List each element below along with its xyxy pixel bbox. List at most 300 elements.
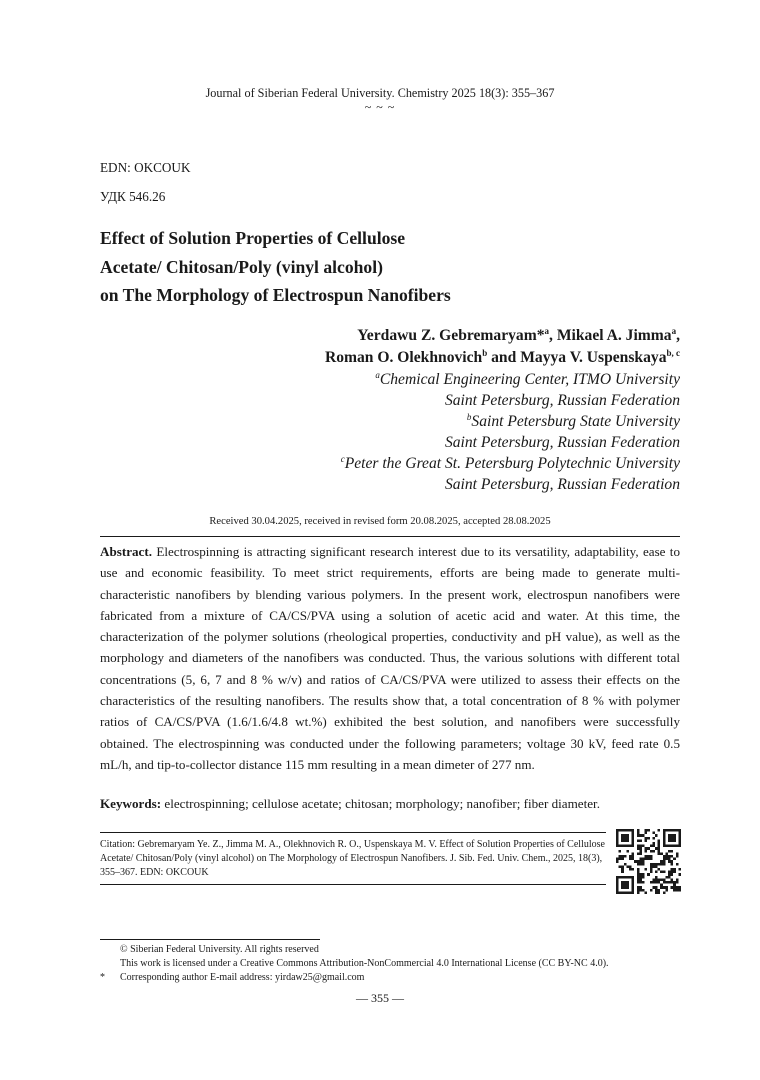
qr-module bbox=[665, 845, 668, 848]
qr-module bbox=[642, 889, 645, 892]
qr-module bbox=[673, 871, 676, 874]
qr-module bbox=[645, 829, 648, 832]
qr-module bbox=[624, 884, 627, 887]
qr-module bbox=[621, 884, 624, 887]
qr-module bbox=[650, 850, 653, 853]
qr-module bbox=[647, 858, 650, 861]
affil-mark: a bbox=[375, 369, 380, 380]
qr-module bbox=[626, 839, 629, 842]
qr-module bbox=[637, 878, 640, 881]
title-line: on The Morphology of Electrospun Nanofibers bbox=[100, 285, 451, 305]
qr-module bbox=[629, 891, 632, 894]
qr-module bbox=[619, 876, 622, 879]
qr-module bbox=[624, 845, 627, 848]
qr-module bbox=[655, 878, 658, 881]
qr-module bbox=[621, 865, 624, 868]
qr-module bbox=[671, 873, 674, 876]
qr-module bbox=[624, 855, 627, 858]
qr-module bbox=[658, 847, 661, 850]
qr-module bbox=[671, 886, 674, 889]
qr-module bbox=[652, 865, 655, 868]
qr-module bbox=[621, 876, 624, 879]
qr-module bbox=[673, 839, 676, 842]
qr-module bbox=[663, 881, 666, 884]
abstract-label: Abstract. bbox=[100, 544, 152, 559]
qr-module bbox=[637, 832, 640, 835]
qr-module bbox=[616, 842, 619, 845]
footnote-asterisk: * bbox=[100, 972, 105, 983]
qr-module bbox=[639, 839, 642, 842]
qr-module bbox=[650, 881, 653, 884]
qr-module bbox=[637, 881, 640, 884]
qr-module bbox=[652, 842, 655, 845]
qr-module bbox=[626, 845, 629, 848]
qr-module bbox=[665, 852, 668, 855]
qr-module bbox=[639, 886, 642, 889]
qr-module bbox=[645, 847, 648, 850]
qr-module bbox=[671, 834, 674, 837]
qr-module bbox=[678, 886, 681, 889]
qr-module bbox=[678, 889, 681, 892]
qr-module bbox=[655, 865, 658, 868]
qr-module bbox=[632, 845, 635, 848]
affil-location: Saint Petersburg, Russian Federation bbox=[444, 392, 680, 409]
qr-module bbox=[673, 889, 676, 892]
qr-module bbox=[645, 858, 648, 861]
qr-module bbox=[652, 845, 655, 848]
qr-module bbox=[650, 871, 653, 874]
qr-module bbox=[639, 847, 642, 850]
qr-module bbox=[678, 868, 681, 871]
qr-module bbox=[658, 878, 661, 881]
qr-module bbox=[616, 876, 619, 879]
qr-module bbox=[663, 886, 666, 889]
qr-module bbox=[616, 834, 619, 837]
qr-module bbox=[621, 837, 624, 840]
qr-module bbox=[619, 845, 622, 848]
author-separator: and bbox=[487, 349, 521, 366]
footnote-rule bbox=[100, 939, 320, 940]
qr-module bbox=[663, 860, 666, 863]
qr-module bbox=[676, 878, 679, 881]
qr-module bbox=[673, 886, 676, 889]
qr-module bbox=[632, 842, 635, 845]
qr-module bbox=[668, 876, 671, 879]
author-affil-mark: a bbox=[671, 325, 677, 336]
author-affil-mark: b, c bbox=[666, 347, 680, 358]
qr-module bbox=[647, 855, 650, 858]
qr-module bbox=[663, 829, 666, 832]
qr-module bbox=[619, 829, 622, 832]
qr-module bbox=[655, 891, 658, 894]
qr-module bbox=[645, 868, 648, 871]
qr-module bbox=[663, 855, 666, 858]
qr-module bbox=[660, 886, 663, 889]
qr-module bbox=[678, 839, 681, 842]
qr-module bbox=[637, 839, 640, 842]
author-name: Mayya V. Uspenskaya bbox=[520, 349, 667, 366]
qr-module bbox=[671, 845, 674, 848]
qr-module bbox=[642, 876, 645, 879]
qr-module bbox=[658, 881, 661, 884]
qr-module bbox=[671, 881, 674, 884]
title-line: Acetate/ Chitosan/Poly (vinyl alcohol) bbox=[100, 256, 383, 277]
author-separator: , bbox=[549, 327, 557, 344]
qr-module bbox=[639, 863, 642, 866]
qr-module bbox=[632, 837, 635, 840]
qr-module bbox=[639, 881, 642, 884]
qr-module bbox=[626, 891, 629, 894]
qr-module bbox=[645, 837, 648, 840]
qr-module bbox=[660, 884, 663, 887]
qr-module bbox=[652, 832, 655, 835]
qr-module bbox=[660, 863, 663, 866]
qr-module bbox=[665, 886, 668, 889]
qr-module bbox=[624, 876, 627, 879]
author-affil-mark: a bbox=[544, 325, 550, 336]
qr-module bbox=[663, 863, 666, 866]
abstract bbox=[100, 541, 680, 775]
qr-module bbox=[647, 837, 650, 840]
qr-module bbox=[671, 871, 674, 874]
qr-module bbox=[616, 891, 619, 894]
qr-module bbox=[663, 832, 666, 835]
qr-module bbox=[663, 845, 666, 848]
author-name: Mikael A. Jimma bbox=[556, 327, 672, 344]
qr-module bbox=[639, 873, 642, 876]
qr-module bbox=[676, 845, 679, 848]
qr-module bbox=[650, 858, 653, 861]
qr-module bbox=[676, 829, 679, 832]
qr-module bbox=[668, 837, 671, 840]
qr-module bbox=[655, 881, 658, 884]
qr-module bbox=[616, 881, 619, 884]
affil-mark: b bbox=[466, 411, 472, 422]
qr-module bbox=[616, 889, 619, 892]
qr-module bbox=[632, 834, 635, 837]
qr-module bbox=[676, 852, 679, 855]
qr-module bbox=[665, 876, 668, 879]
author-list bbox=[325, 325, 680, 369]
qr-module bbox=[639, 858, 642, 861]
qr-module bbox=[616, 886, 619, 889]
qr-module bbox=[619, 858, 622, 861]
qr-module bbox=[629, 876, 632, 879]
qr-module bbox=[616, 837, 619, 840]
qr-module bbox=[626, 829, 629, 832]
qr-module bbox=[637, 876, 640, 879]
qr-module bbox=[639, 834, 642, 837]
qr-module bbox=[668, 873, 671, 876]
qr-module bbox=[637, 886, 640, 889]
qr-module bbox=[624, 881, 627, 884]
qr-module bbox=[663, 891, 666, 894]
qr-module bbox=[616, 858, 619, 861]
qr-module bbox=[629, 855, 632, 858]
qr-module bbox=[632, 881, 635, 884]
qr-module bbox=[647, 847, 650, 850]
qr-module bbox=[632, 858, 635, 861]
qr-module bbox=[663, 871, 666, 874]
qr-module bbox=[621, 834, 624, 837]
qr-code-icon bbox=[616, 829, 681, 894]
qr-module bbox=[658, 845, 661, 848]
qr-module bbox=[645, 855, 648, 858]
qr-module bbox=[637, 834, 640, 837]
qr-module bbox=[678, 837, 681, 840]
qr-module bbox=[660, 878, 663, 881]
qr-module bbox=[676, 863, 679, 866]
qr-module bbox=[616, 845, 619, 848]
qr-module bbox=[624, 886, 627, 889]
qr-module bbox=[621, 881, 624, 884]
qr-module bbox=[626, 881, 629, 884]
page-number: — 355 — bbox=[356, 991, 404, 1005]
qr-module bbox=[650, 855, 653, 858]
qr-module bbox=[676, 889, 679, 892]
qr-module bbox=[652, 850, 655, 853]
journal-header: Journal of Siberian Federal University. Chemistry 2025 18(3): 355–367 bbox=[205, 86, 555, 100]
qr-module bbox=[678, 845, 681, 848]
citation-top-rule bbox=[100, 832, 606, 833]
qr-module bbox=[632, 829, 635, 832]
qr-module bbox=[621, 839, 624, 842]
qr-module bbox=[658, 852, 661, 855]
qr-module bbox=[668, 829, 671, 832]
qr-module bbox=[624, 834, 627, 837]
qr-module bbox=[645, 850, 648, 853]
affil-mark: c bbox=[340, 453, 345, 464]
qr-module bbox=[671, 868, 674, 871]
qr-module bbox=[668, 839, 671, 842]
qr-module bbox=[676, 886, 679, 889]
qr-module bbox=[652, 881, 655, 884]
footnotes bbox=[100, 943, 700, 985]
qr-module bbox=[637, 863, 640, 866]
qr-module bbox=[650, 845, 653, 848]
qr-module bbox=[642, 860, 645, 863]
affil-institution: Saint Petersburg State University bbox=[471, 413, 680, 430]
qr-module bbox=[637, 860, 640, 863]
qr-module bbox=[671, 863, 674, 866]
qr-module bbox=[632, 839, 635, 842]
qr-module bbox=[678, 832, 681, 835]
affil-location: Saint Petersburg, Russian Federation bbox=[444, 434, 680, 451]
qr-module bbox=[655, 863, 658, 866]
qr-module bbox=[658, 850, 661, 853]
qr-module bbox=[632, 891, 635, 894]
article-title bbox=[100, 224, 660, 310]
qr-module bbox=[673, 837, 676, 840]
qr-module bbox=[619, 891, 622, 894]
qr-module bbox=[632, 886, 635, 889]
qr-module bbox=[655, 886, 658, 889]
qr-module bbox=[642, 873, 645, 876]
qr-module bbox=[650, 863, 653, 866]
qr-module bbox=[655, 876, 658, 879]
qr-module bbox=[621, 891, 624, 894]
qr-module bbox=[676, 855, 679, 858]
qr-module bbox=[663, 839, 666, 842]
qr-module bbox=[624, 837, 627, 840]
qr-module bbox=[632, 868, 635, 871]
qr-module bbox=[632, 876, 635, 879]
keywords-label: Keywords: bbox=[100, 796, 162, 811]
qr-module bbox=[639, 876, 642, 879]
keywords-text: electrospinning; cellulose acetate; chitosan; morphology; nanofiber; fiber diameter. bbox=[161, 796, 600, 811]
qr-module bbox=[665, 881, 668, 884]
qr-module bbox=[647, 829, 650, 832]
qr-module bbox=[621, 858, 624, 861]
qr-module bbox=[673, 858, 676, 861]
qr-module bbox=[668, 834, 671, 837]
qr-module bbox=[668, 858, 671, 861]
qr-module bbox=[650, 865, 653, 868]
qr-module bbox=[673, 881, 676, 884]
qr-module bbox=[637, 852, 640, 855]
qr-module bbox=[621, 871, 624, 874]
qr-module bbox=[624, 863, 627, 866]
qr-module bbox=[650, 868, 653, 871]
qr-module bbox=[621, 845, 624, 848]
copyright-notice: © Siberian Federal University. All rights reserved bbox=[120, 944, 319, 955]
qr-module bbox=[665, 855, 668, 858]
qr-module bbox=[621, 829, 624, 832]
qr-module bbox=[624, 829, 627, 832]
abstract-text: Electrospinning is attracting significant research interest due to its versatility, adaptability, ease to use and economic feasibility. To meet strict requirements, efforts are being made to generate multi-characteristic nanofibers by blending various polymers. In the present work, electrospun nanofibers were fabricated from a mixture of CA/CS/PVA using a solution of acetic acid and water. At this time, the characterization of the polymer solutions (rheological properties, conductivity and pH value), as well as the morphology and diameters of the nanofibers was conducted. Thus, the various solutions with different total concentrations (5, 6, 7 and 8 % w/v) and ratios of CA/CS/PVA were utilized to assess their effects on the characteristics of the resulting nanofibers. The results show that, a total concentration of 8 % with polymer ratios of CA/CS/PVA (1.6/1.6/4.8 wt.%) exhibited the best solution, and nanofibers were successfully obtained. The electrospinning was conducted under the following parameters; voltage 30 kV, feed rate 0.5 mL/h, and tip-to-collector distance 115 mm resulting in a mean dimeter of 277 nm. bbox=[100, 544, 680, 772]
qr-module bbox=[673, 829, 676, 832]
qr-module bbox=[626, 886, 629, 889]
qr-module bbox=[655, 871, 658, 874]
qr-module bbox=[619, 855, 622, 858]
qr-module bbox=[668, 845, 671, 848]
qr-module bbox=[637, 868, 640, 871]
qr-module bbox=[652, 878, 655, 881]
qr-module bbox=[663, 837, 666, 840]
qr-module bbox=[632, 884, 635, 887]
qr-module bbox=[652, 837, 655, 840]
qr-module bbox=[624, 839, 627, 842]
qr-module bbox=[668, 860, 671, 863]
qr-module bbox=[660, 852, 663, 855]
qr-module bbox=[676, 881, 679, 884]
qr-module bbox=[668, 881, 671, 884]
qr-module bbox=[678, 873, 681, 876]
qr-module bbox=[637, 829, 640, 832]
qr-module bbox=[626, 850, 629, 853]
qr-module bbox=[658, 863, 661, 866]
qr-module bbox=[668, 855, 671, 858]
qr-module bbox=[632, 852, 635, 855]
qr-module bbox=[650, 889, 653, 892]
author-affil-mark: b bbox=[482, 347, 488, 358]
qr-module bbox=[668, 871, 671, 874]
citation-bottom-rule bbox=[100, 884, 606, 885]
qr-module bbox=[642, 881, 645, 884]
qr-module bbox=[616, 860, 619, 863]
qr-module bbox=[616, 832, 619, 835]
qr-module bbox=[671, 837, 674, 840]
qr-module bbox=[663, 842, 666, 845]
qr-module bbox=[668, 850, 671, 853]
qr-module bbox=[645, 839, 648, 842]
qr-module bbox=[655, 847, 658, 850]
qr-module bbox=[629, 829, 632, 832]
qr-module bbox=[639, 850, 642, 853]
qr-module bbox=[626, 834, 629, 837]
qr-module bbox=[671, 850, 674, 853]
qr-module bbox=[645, 891, 648, 894]
qr-module bbox=[658, 829, 661, 832]
author-name: Roman O. Olekhnovich bbox=[324, 349, 483, 366]
qr-module bbox=[678, 842, 681, 845]
qr-module bbox=[639, 845, 642, 848]
qr-module bbox=[629, 845, 632, 848]
citation: Citation: Gebremaryam Ye. Z., Jimma M. A., Olekhnovich R. O., Uspenskaya M. V. Effect of Solution Properties of Cellulose Acetate/ Chitosan/Poly (vinyl alcohol) on The Morphology of Electrospun Nanofibers. J. Sib. Fed. Univ. Chem., 2025, 18(3), 355–367. EDN: OKCOUK bbox=[100, 839, 605, 879]
qr-module bbox=[626, 884, 629, 887]
qr-module bbox=[616, 884, 619, 887]
qr-module bbox=[624, 891, 627, 894]
affiliation-list bbox=[341, 369, 680, 495]
qr-module bbox=[645, 832, 648, 835]
received-dates: Received 30.04.2025, received in revised form 20.08.2025, accepted 28.08.2025 bbox=[209, 516, 551, 527]
qr-module bbox=[665, 829, 668, 832]
qr-module bbox=[619, 850, 622, 853]
qr-module bbox=[652, 863, 655, 866]
qr-module bbox=[673, 868, 676, 871]
qr-module bbox=[671, 855, 674, 858]
qr-module bbox=[632, 855, 635, 858]
license-notice: This work is licensed under a Creative Commons Attribution-NonCommercial 4.0 International License (CC BY-NC 4.0). bbox=[120, 958, 609, 969]
qr-module bbox=[639, 889, 642, 892]
qr-module bbox=[642, 858, 645, 861]
qr-module bbox=[673, 884, 676, 887]
qr-module bbox=[658, 889, 661, 892]
qr-module bbox=[663, 858, 666, 861]
affil-institution: Peter the Great St. Petersburg Polytechnic University bbox=[344, 455, 680, 472]
qr-module bbox=[629, 868, 632, 871]
qr-module bbox=[637, 845, 640, 848]
corresponding-author: Corresponding author E-mail address: yirdaw25@gmail.com bbox=[120, 972, 365, 983]
qr-module bbox=[663, 834, 666, 837]
qr-module bbox=[639, 878, 642, 881]
header-ornament: ~ ~ ~ bbox=[364, 100, 396, 114]
affil-institution: Chemical Engineering Center, ITMO University bbox=[379, 371, 680, 388]
qr-module bbox=[658, 842, 661, 845]
qr-module bbox=[632, 878, 635, 881]
qr-module bbox=[678, 834, 681, 837]
qr-module bbox=[671, 878, 674, 881]
qr-module bbox=[660, 871, 663, 874]
qr-module bbox=[658, 868, 661, 871]
qr-module bbox=[652, 886, 655, 889]
qr-module bbox=[621, 868, 624, 871]
qr-module bbox=[637, 873, 640, 876]
qr-module bbox=[637, 889, 640, 892]
qr-module bbox=[629, 865, 632, 868]
keywords bbox=[100, 794, 680, 814]
qr-module bbox=[639, 860, 642, 863]
qr-module bbox=[642, 845, 645, 848]
qr-module bbox=[637, 871, 640, 874]
author-name: Yerdawu Z. Gebremaryam* bbox=[357, 327, 545, 344]
qr-module bbox=[658, 891, 661, 894]
qr-module bbox=[665, 858, 668, 861]
author-separator: , bbox=[676, 327, 680, 344]
qr-module bbox=[626, 865, 629, 868]
qr-module bbox=[637, 847, 640, 850]
qr-module bbox=[616, 829, 619, 832]
